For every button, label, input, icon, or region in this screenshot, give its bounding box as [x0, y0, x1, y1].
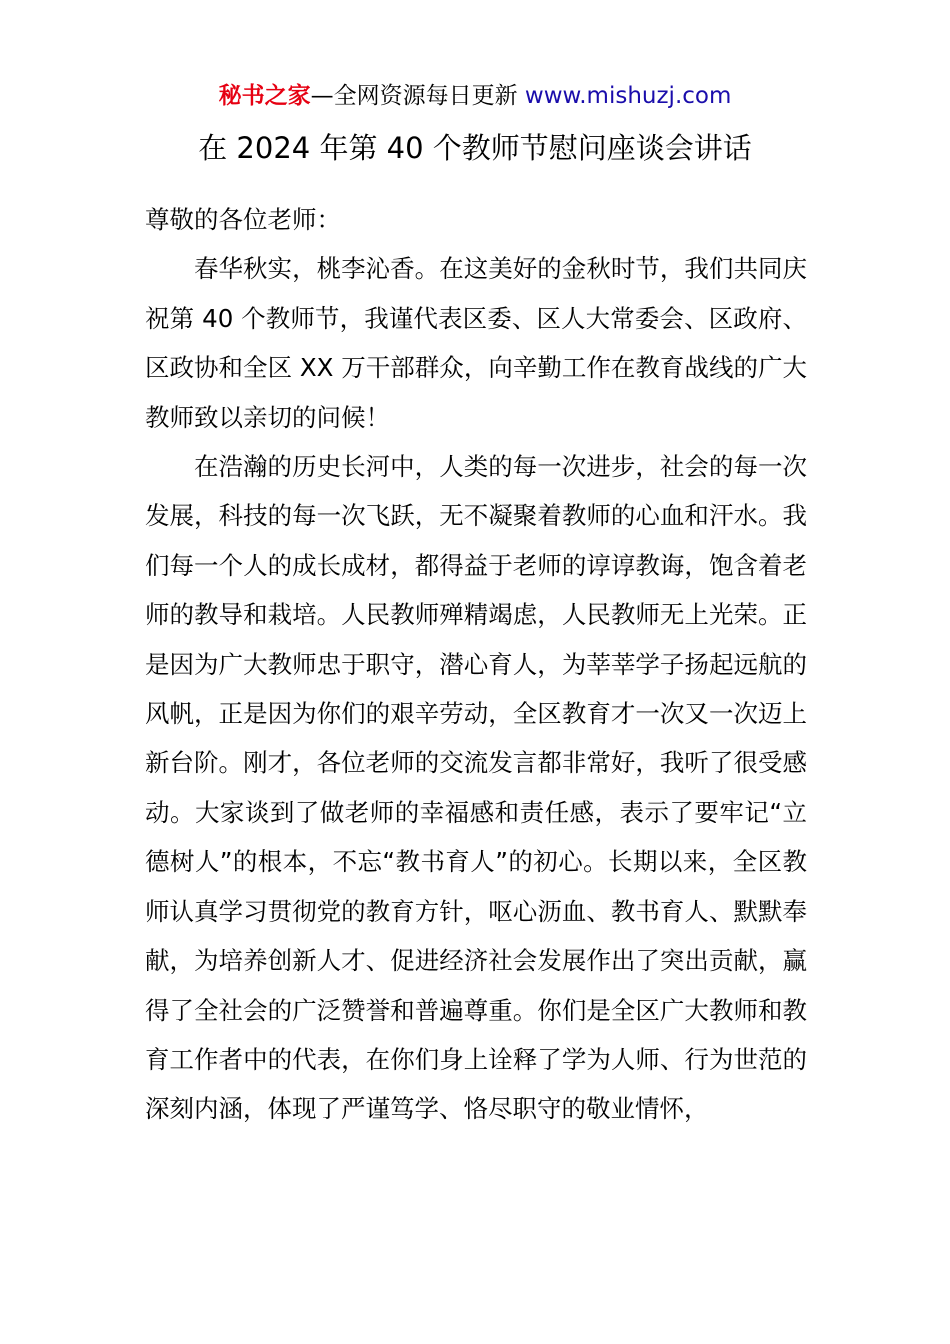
paragraph-1: 春华秋实，桃李沁香。在这美好的金秋时节，我们共同庆祝第 40 个教师节，我谨代表区委、区人大常委会、区政府、区政协和全区 XX 万干部群众，向辛勤工作在教育战线的广大教师致以亲切的问候！: [145, 254, 807, 432]
document-body: [145, 195, 807, 1134]
site-brand: 秘书之家: [218, 83, 311, 109]
site-tagline: —全网资源每日更新: [310, 83, 518, 109]
salutation: 尊敬的各位老师：: [145, 205, 341, 234]
paragraph-2: 在浩瀚的历史长河中，人类的每一次进步，社会的每一次发展，科技的每一次飞跃，无不凝聚着教师的心血和汗水。我们每一个人的成长成材，都得益于老师的谆谆教诲，饱含着老师的教导和栽培。人民教师殚精竭虑，人民教师无上光荣。正是因为广大教师忠于职守，潜心育人，为莘莘学子扬起远航的风帆，正是因为你们的艰辛劳动，全区教育才一次又一次迈上新台阶。刚才，各位老师的交流发言都非常好，我听了很受感动。大家谈到了做老师的幸福感和责任感，表示了要牢记“立德树人”的根本，不忘“教书育人”的初心。长期以来，全区教师认真学习贯彻党的教育方针，呕心沥血、教书育人、默默奉献，为培养创新人才、促进经济社会发展作出了突出贡献，赢得了全社会的广泛赞誉和普遍尊重。你们是全区广大教师和教育工作者中的代表，在你们身上诠释了学为人师、行为世范的深刻内涵，体现了严谨笃学、恪尽职守的敬业情怀，: [145, 452, 807, 1124]
site-header: [0, 80, 950, 112]
site-url-link[interactable]: www.mishuzj.com: [524, 83, 732, 109]
document-title: 在 2024 年第 40 个教师节慰问座谈会讲话: [198, 131, 752, 165]
